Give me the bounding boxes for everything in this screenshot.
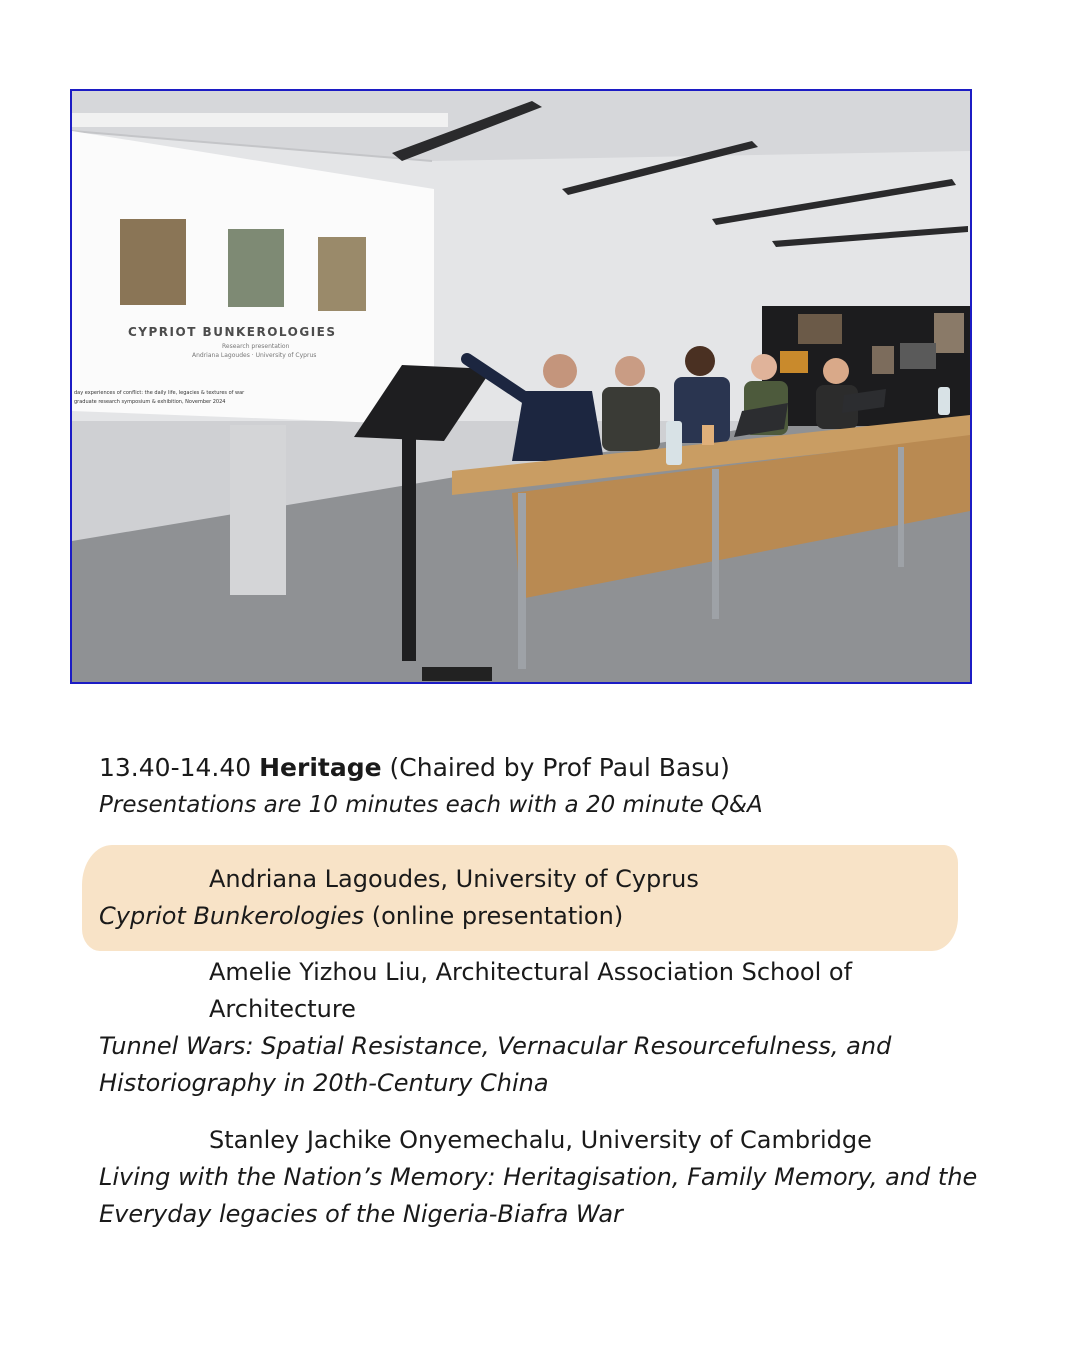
slide-author: Andriana Lagoudes · University of Cyprus [192, 352, 317, 359]
speaker-entry [99, 861, 1039, 935]
water-jug [938, 387, 950, 415]
talk-title: Living with the Nation’s Memory: Heritagisation, Family Memory, and the Everyday legacies of the Nigeria-Biafra War [99, 1163, 978, 1228]
talk-title-text: Cypriot Bunkerologies [99, 902, 365, 930]
person-head [543, 354, 577, 388]
panel-session-illustration [72, 91, 970, 682]
speaker-entry [99, 954, 929, 1102]
event-photo [70, 89, 972, 684]
screen-casing [72, 113, 448, 127]
speaker-name: Stanley Jachike Onyemechalu, University of Cambridge [209, 1126, 872, 1154]
slide-footer-2: graduate research symposium & exhibition, November 2024 [74, 399, 226, 405]
slide-subtitle: Research presentation [222, 343, 290, 350]
slide-photo-2 [228, 229, 284, 307]
session-note: Presentations are 10 minutes each with a 20 minute Q&A [99, 792, 763, 818]
person-head [685, 346, 715, 376]
cup [702, 425, 714, 445]
person-head [751, 354, 777, 380]
desk-leg [898, 447, 904, 567]
talk-title-suffix: (online presentation) [371, 902, 624, 930]
session-name: Heritage [259, 753, 382, 782]
speaker-name: Amelie Yizhou Liu, Architectural Association School of Architecture [209, 958, 853, 1023]
session-chair: (Chaired by Prof Paul Basu) [389, 753, 730, 782]
talk-title: Tunnel Wars: Spatial Resistance, Vernacular Resourcefulness, and Historiography in 20th-Century China [99, 1032, 892, 1097]
wall-pillar [230, 425, 286, 595]
speaker-name: Andriana Lagoudes, University of Cyprus [209, 865, 699, 893]
lectern-stand [402, 421, 416, 661]
slide-title: CYPRIOT BUNKEROLOGIES [128, 325, 337, 339]
session-heading [99, 752, 730, 784]
person-body [602, 387, 660, 451]
lectern-base [422, 667, 492, 681]
slide-photo-3 [318, 237, 366, 311]
slide-footer-1: day experiences of conflict: the daily life, legacies & textures of war [74, 390, 245, 396]
water-jug [666, 421, 682, 465]
session-time: 13.40-14.40 [99, 753, 252, 782]
desk-leg [712, 469, 719, 619]
person-head [615, 356, 645, 386]
desk-leg [518, 493, 526, 669]
slide-photo-1 [120, 219, 186, 305]
person-head [823, 358, 849, 384]
speaker-entry [99, 1122, 1039, 1233]
talk-title [99, 898, 1039, 935]
